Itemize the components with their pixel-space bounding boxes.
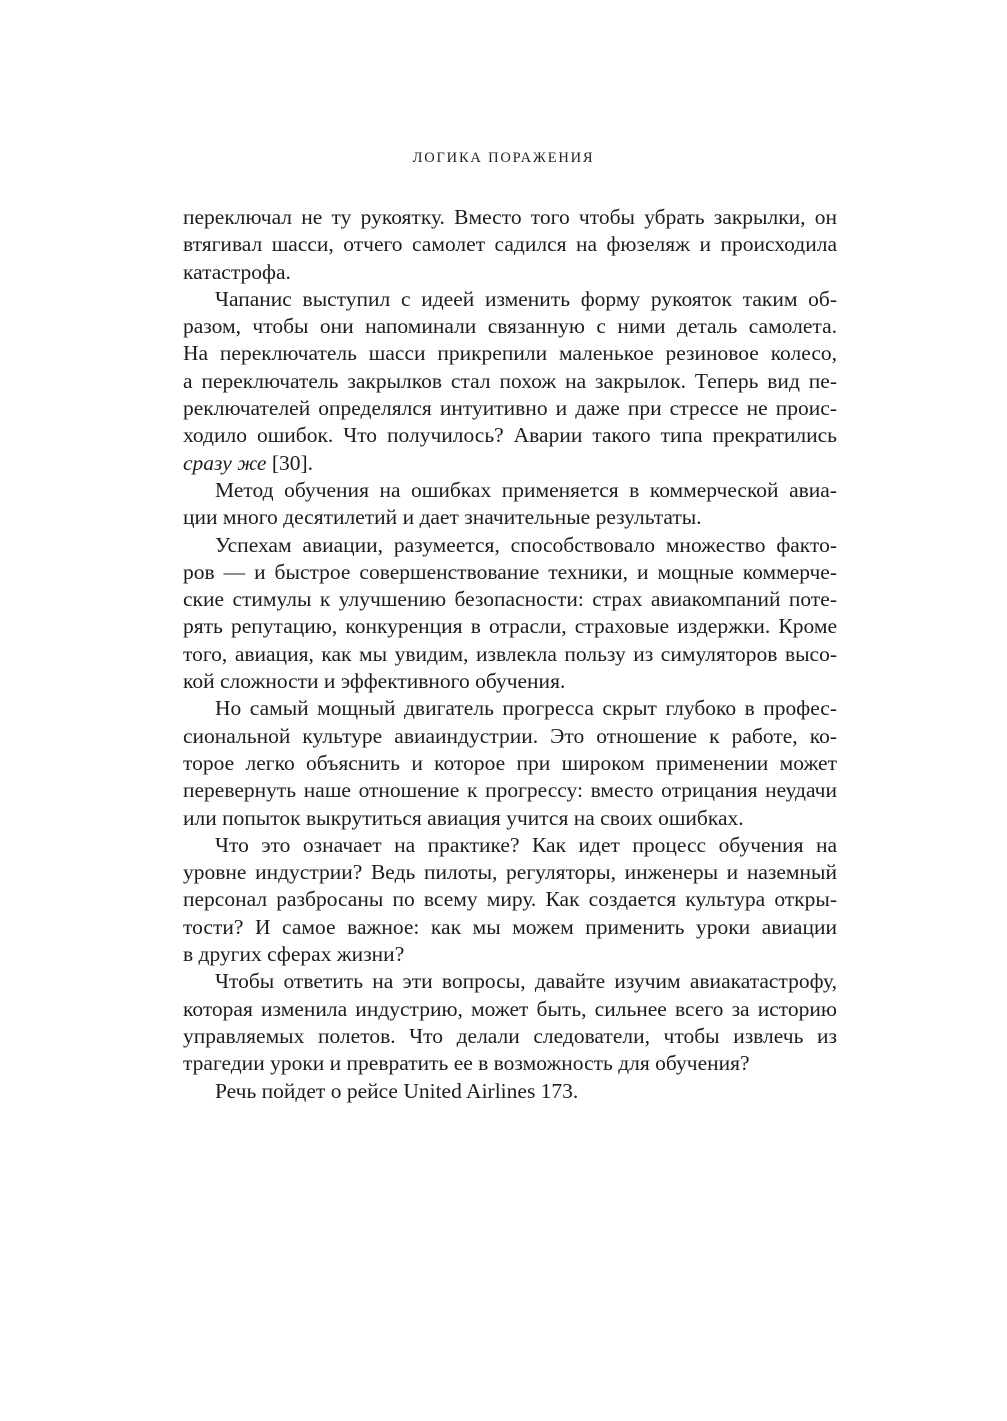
text-line: Метод обучения на ошибках применяется в коммерческой авиа- [215,477,837,502]
text-line: ские стимулы к улучшению безопасности: страх авиакомпаний поте- [183,587,837,612]
text-line: рять репутацию, конкуренция в отрасли, страховые издержки. Кроме [183,614,837,639]
paragraph-6 [183,832,837,968]
text-line: ров — и быстрое совершенствование техники, и мощные коммерче- [183,559,837,584]
text-line: сиональной культуре авиаиндустрии. Это отношение к работе, ко- [183,723,837,748]
body-text [183,204,837,1105]
text-line: управляемых полетов. Что делали следователи, чтобы извлечь из [183,1023,837,1048]
text-line: кой сложности и эффективного обучения. [183,669,566,694]
text-line: ходило ошибок. Что получилось? Аварии такого типа прекратились [183,423,837,448]
italic-phrase: сразу же [183,450,267,475]
text-line: ции много десятилетий и дает значительные результаты. [183,505,702,530]
text-line: Что это означает на практике? Как идет процесс обучения на [215,832,837,857]
text-line: в других сферах жизни? [183,942,405,967]
paragraph-8 [183,1078,837,1105]
paragraph-1 [183,204,837,286]
text-line: реключателей определялся интуитивно и даже при стрессе не проис- [183,396,837,421]
text-line: катастрофа. [183,259,291,284]
text-line: втягивал шасси, отчего самолет садился на фюзеляж и происходила [183,232,837,257]
text-line: тости? И самое важное: как мы можем применить уроки авиации [183,914,837,939]
text-line: Речь пойдет о рейсе United Airlines 173. [215,1078,579,1103]
paragraph-3 [183,477,837,532]
text-line: того, авиация, как мы увидим, извлекла пользу из симуляторов высо- [183,641,837,666]
paragraph-5 [183,695,837,831]
text-line: разом, чтобы они напоминали связанную с ними деталь самолета. [183,314,837,339]
text-line: Успехам авиации, разумеется, способствовало множество факто- [215,532,837,557]
text-line: трагедии уроки и превратить ее в возможность для обучения? [183,1051,750,1076]
text-line: Но самый мощный двигатель прогресса скрыт глубоко в профес- [215,696,837,721]
paragraph-4 [183,532,837,696]
text-line [183,450,837,477]
text-line: или попыток выкрутиться авиация учится на своих ошибках. [183,805,744,830]
text-line: которая изменила индустрию, может быть, сильнее всего за историю [183,996,837,1021]
text-line: а переключатель закрылков стал похож на закрылок. Теперь вид пе- [183,368,837,393]
text-line: торое легко объяснить и которое при широком применении может [183,750,837,775]
paragraph-7 [183,968,837,1077]
paragraph-2 [183,286,837,477]
text-line: переключал не ту рукоятку. Вместо того чтобы убрать закрылки, он [183,205,837,229]
text-line: персонал разбросаны по всему миру. Как создается культура откры- [183,887,837,912]
text-line: Чапанис выступил с идеей изменить форму рукояток таким об- [215,286,837,311]
text-line: На переключатель шасси прикрепили маленькое резиновое колесо, [183,341,837,366]
text-line: уровне индустрии? Ведь пилоты, регуляторы, инженеры и наземный [183,860,837,885]
text-line: перевернуть наше отношение к прогрессу: вместо отрицания неудачи [183,778,837,803]
text-line: Чтобы ответить на эти вопросы, давайте изучим авиакатастрофу, [215,969,837,994]
citation-reference: [30]. [266,450,314,475]
running-head: ЛОГИКА ПОРАЖЕНИЯ [412,150,595,166]
